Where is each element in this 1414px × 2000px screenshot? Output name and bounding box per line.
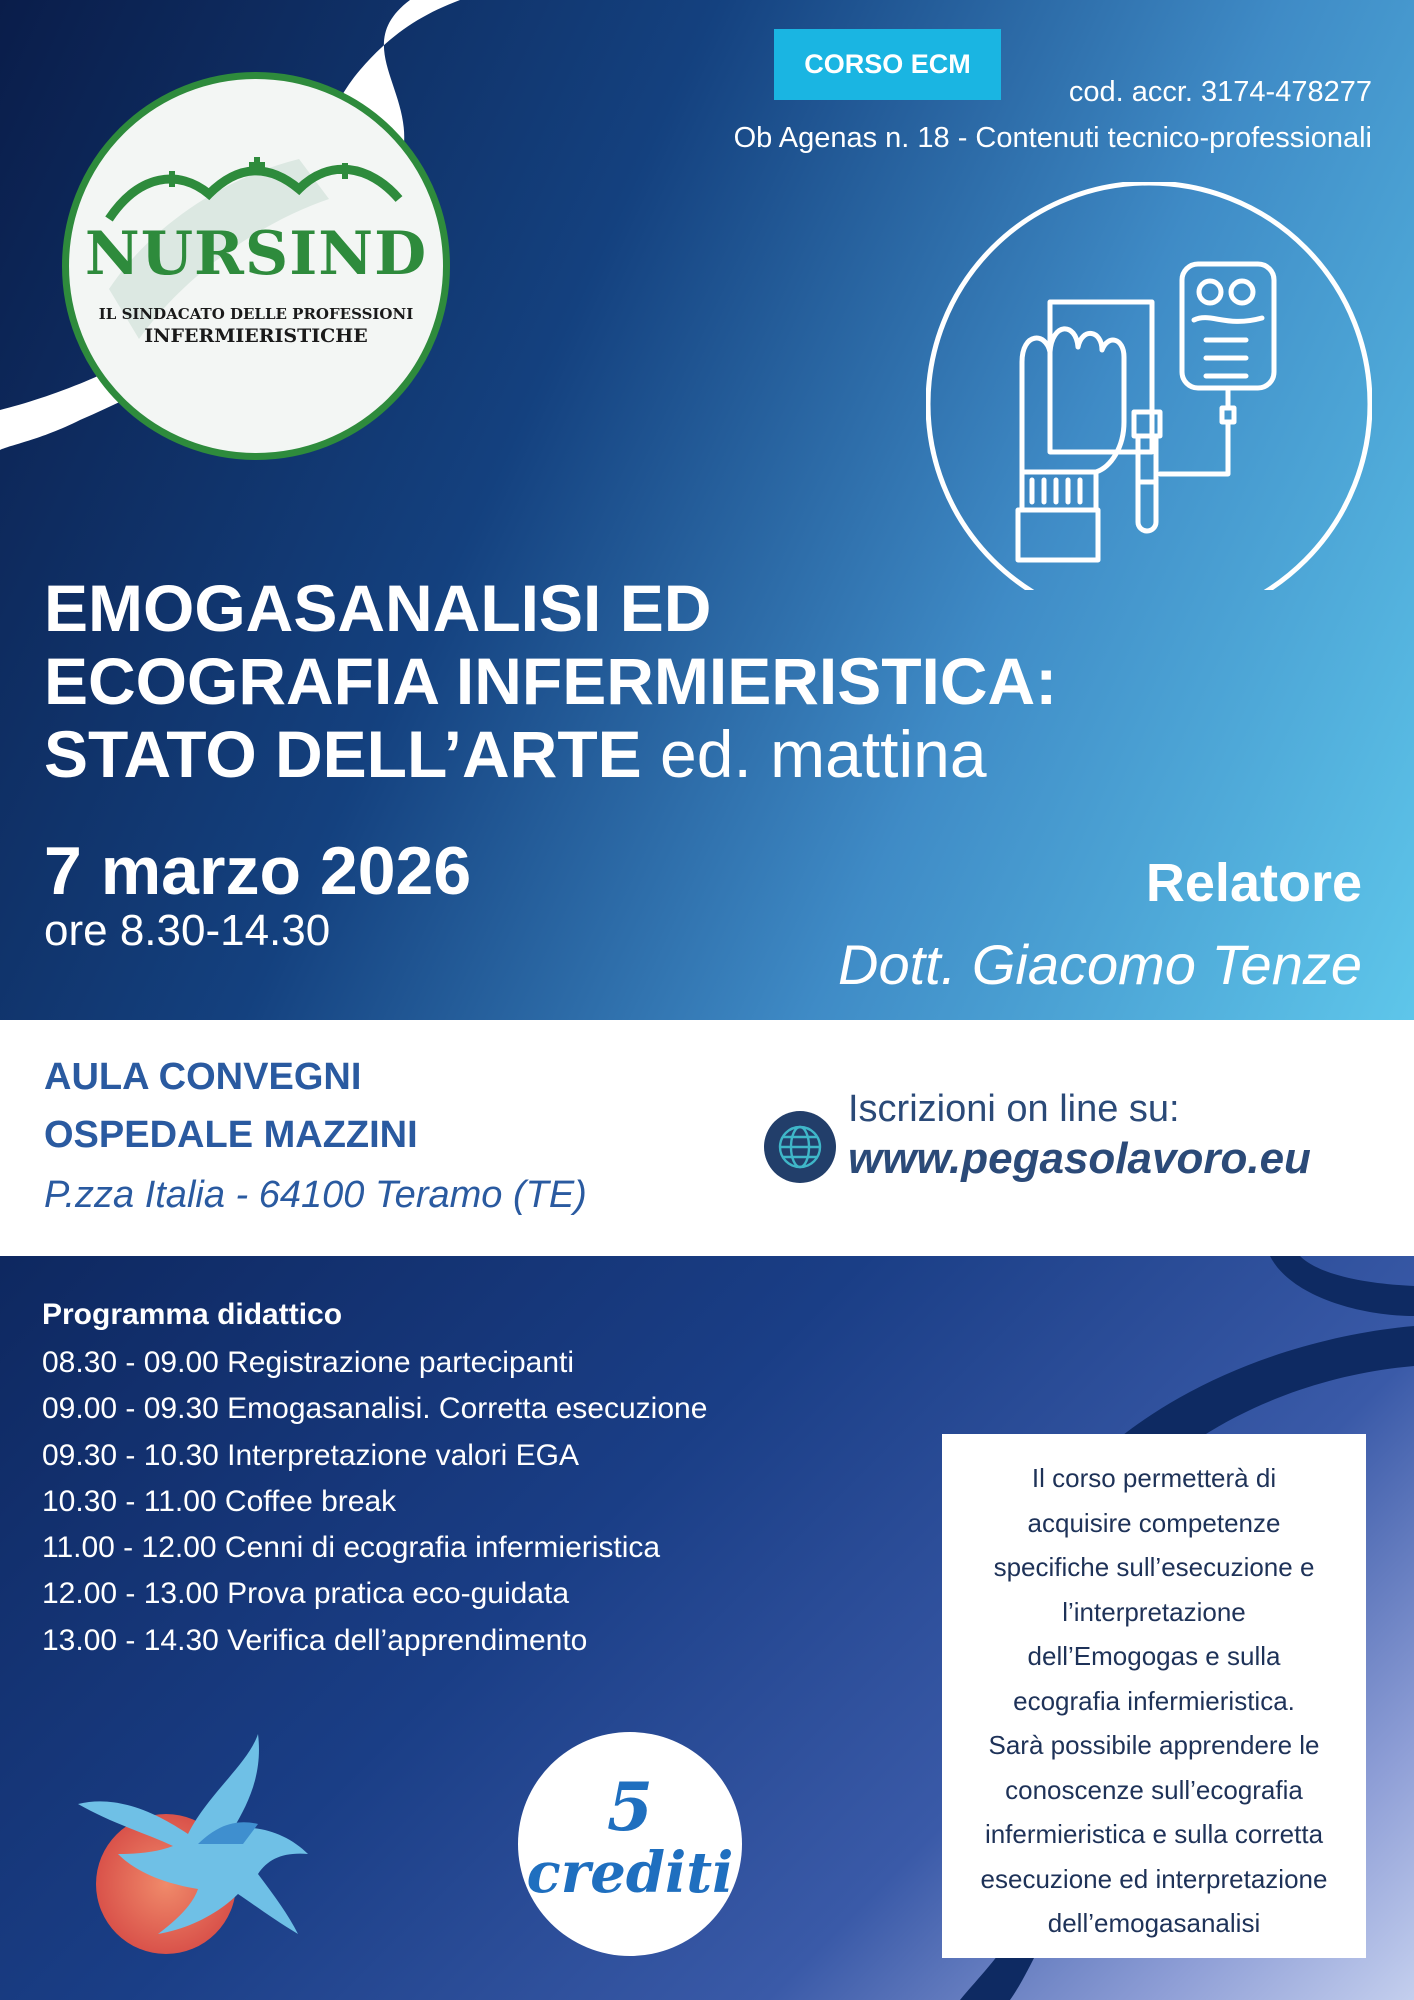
edition-label: ed. mattina: [660, 717, 987, 791]
venue-section: [0, 1020, 1414, 1256]
globe-icon: [764, 1111, 836, 1183]
venue-address: P.zza Italia - 64100 Teramo (TE): [44, 1174, 587, 1216]
credits-label: crediti: [526, 1840, 734, 1906]
description-line: Il corso permetterà di: [1031, 1463, 1277, 1493]
program-item: 12.00 - 13.00 Prova pratica eco-guidata: [42, 1577, 570, 1611]
nursind-logo: [62, 72, 450, 460]
description-line: acquisire competenze: [1027, 1507, 1281, 1538]
venue-hospital: OSPEDALE MAZZINI: [44, 1114, 418, 1156]
speaker-label: Relatore: [1145, 853, 1362, 913]
title-line-1: EMOGASANALISI ED: [44, 571, 712, 645]
credits-number: 5: [607, 1768, 653, 1846]
registration-label: Iscrizioni on line su:: [848, 1088, 1180, 1130]
title-line-2: ECOGRAFIA INFERMIERISTICA:: [44, 644, 1058, 718]
program-item: 13.00 - 14.30 Verifica dell’apprendimento: [42, 1623, 588, 1657]
event-date: 7 marzo 2026: [44, 833, 472, 909]
program-item: 08.30 - 09.00 Registrazione partecipanti: [42, 1346, 575, 1379]
logo-subtitle-2: INFERMIERISTICHE: [144, 325, 368, 347]
event-hours: ore 8.30-14.30: [44, 906, 331, 955]
program-list: [42, 1340, 707, 1664]
course-title: [44, 572, 1057, 791]
logo-subtitle: IL SINDACATO DELLE PROFESSIONI: [98, 305, 414, 323]
agenas-objective: Ob Agenas n. 18 - Contenuti tecnico-professionali: [733, 122, 1372, 154]
course-description: [942, 1434, 1366, 1958]
title-line-3-text: STATO DELL’ARTE: [44, 717, 642, 791]
program-item: 10.30 - 11.00 Coffee break: [42, 1484, 397, 1518]
logo-wordmark: NURSIND: [84, 219, 428, 289]
description-line: conoscenze sull’ecografia: [1005, 1774, 1303, 1805]
program-item: 09.30 - 10.30 Interpretazione valori EGA: [42, 1438, 579, 1472]
program-item: 11.00 - 12.00 Cenni di ecografia infermieristica: [42, 1531, 661, 1565]
blood-test-icon: [926, 182, 1372, 590]
credits-badge: [518, 1732, 742, 1956]
program-item: 09.00 - 09.30 Emogasanalisi. Corretta esecuzione: [42, 1392, 708, 1426]
course-type-badge: CORSO ECM: [774, 29, 1001, 100]
description-line: esecuzione ed interpretazione: [980, 1863, 1328, 1894]
registration-link[interactable]: www.pegasolavoro.eu: [848, 1134, 1311, 1183]
description-line: infermieristica e sulla corretta: [984, 1819, 1324, 1849]
description-line: specifiche sull’esecuzione e: [993, 1552, 1315, 1582]
program-title: Programma didattico: [42, 1298, 343, 1331]
description-line: Sarà possibile apprendere le: [988, 1730, 1320, 1760]
venue-room: AULA CONVEGNI: [44, 1056, 362, 1098]
program-section: [0, 1256, 1414, 2000]
description-line: dell’Emogogas e sulla: [1027, 1641, 1281, 1671]
description-line: l’interpretazione: [1062, 1596, 1246, 1627]
description-line: ecografia infermieristica.: [1013, 1685, 1295, 1716]
description-line: dell’emogasanalisi: [1047, 1908, 1261, 1938]
accreditation-code: cod. accr. 3174-478277: [1068, 76, 1372, 108]
pegasus-logo-icon: [58, 1734, 338, 1964]
title-line-3: [44, 718, 1057, 791]
speaker-name: Dott. Giacomo Tenze: [838, 933, 1362, 996]
